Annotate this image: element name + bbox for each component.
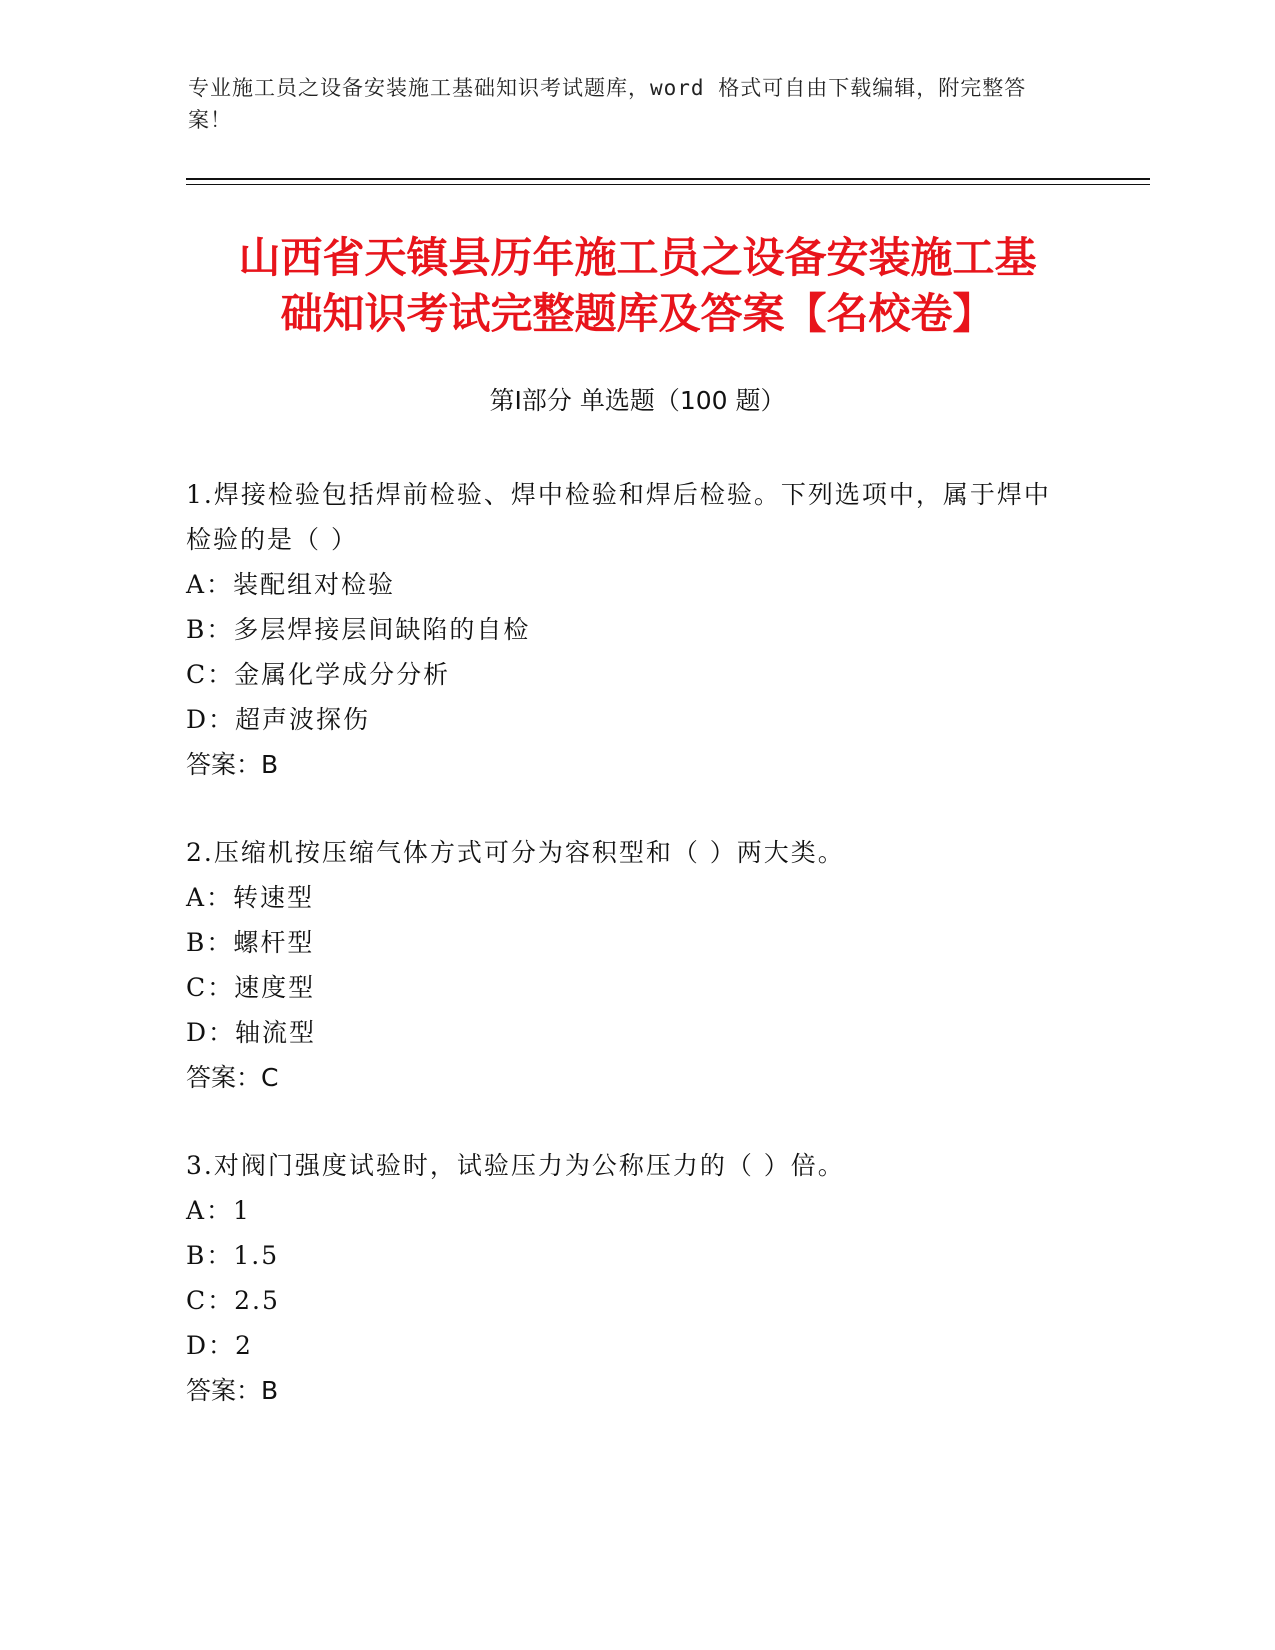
- answer: 答案：C: [186, 1063, 279, 1092]
- option-a: A：装配组对检验: [186, 570, 396, 599]
- answer: 答案：B: [186, 750, 279, 779]
- title-line-2: 础知识考试完整题库及答案【名校卷】: [280, 289, 995, 338]
- option-b: B：多层焊接层间缺陷的自检: [186, 615, 531, 644]
- header-rule-thick: [186, 178, 1150, 180]
- question-stem: 1.焊接检验包括焊前检验、焊中检验和焊后检验。下列选项中，属于焊中检验的是（ ）: [186, 480, 1051, 554]
- question-list: [186, 472, 1066, 1413]
- question-stem: 2.压缩机按压缩气体方式可分为容积型和（ ）两大类。: [186, 838, 845, 867]
- title-line-1: 山西省天镇县历年施工员之设备安装施工基: [238, 233, 1037, 282]
- question-stem: 3.对阀门强度试验时，试验压力为公称压力的（ ）倍。: [186, 1151, 845, 1180]
- header-rule-thin: [186, 184, 1150, 185]
- answer: 答案：B: [186, 1376, 279, 1405]
- question-3: [186, 1143, 1066, 1413]
- document-title: [150, 230, 1125, 342]
- option-b: B：螺杆型: [186, 928, 315, 957]
- option-c: C：2.5: [186, 1286, 280, 1315]
- question-spacer: [186, 787, 1066, 830]
- option-c: C：速度型: [186, 973, 316, 1002]
- option-a: A：1: [186, 1196, 251, 1225]
- question-spacer: [186, 1100, 1066, 1143]
- header-note: 专业施工员之设备安装施工基础知识考试题库，word 格式可自由下载编辑，附完整答案！: [188, 76, 1027, 132]
- option-d: D：超声波探伤: [186, 705, 371, 734]
- question-1: [186, 472, 1066, 787]
- option-b: B：1.5: [186, 1241, 280, 1270]
- option-d: D：2: [186, 1331, 253, 1360]
- question-2: [186, 830, 1066, 1100]
- option-c: C：金属化学成分分析: [186, 660, 451, 689]
- option-d: D：轴流型: [186, 1018, 317, 1047]
- section-heading: 第Ⅰ部分 单选题（100 题）: [489, 386, 786, 415]
- option-a: A：转速型: [186, 883, 315, 912]
